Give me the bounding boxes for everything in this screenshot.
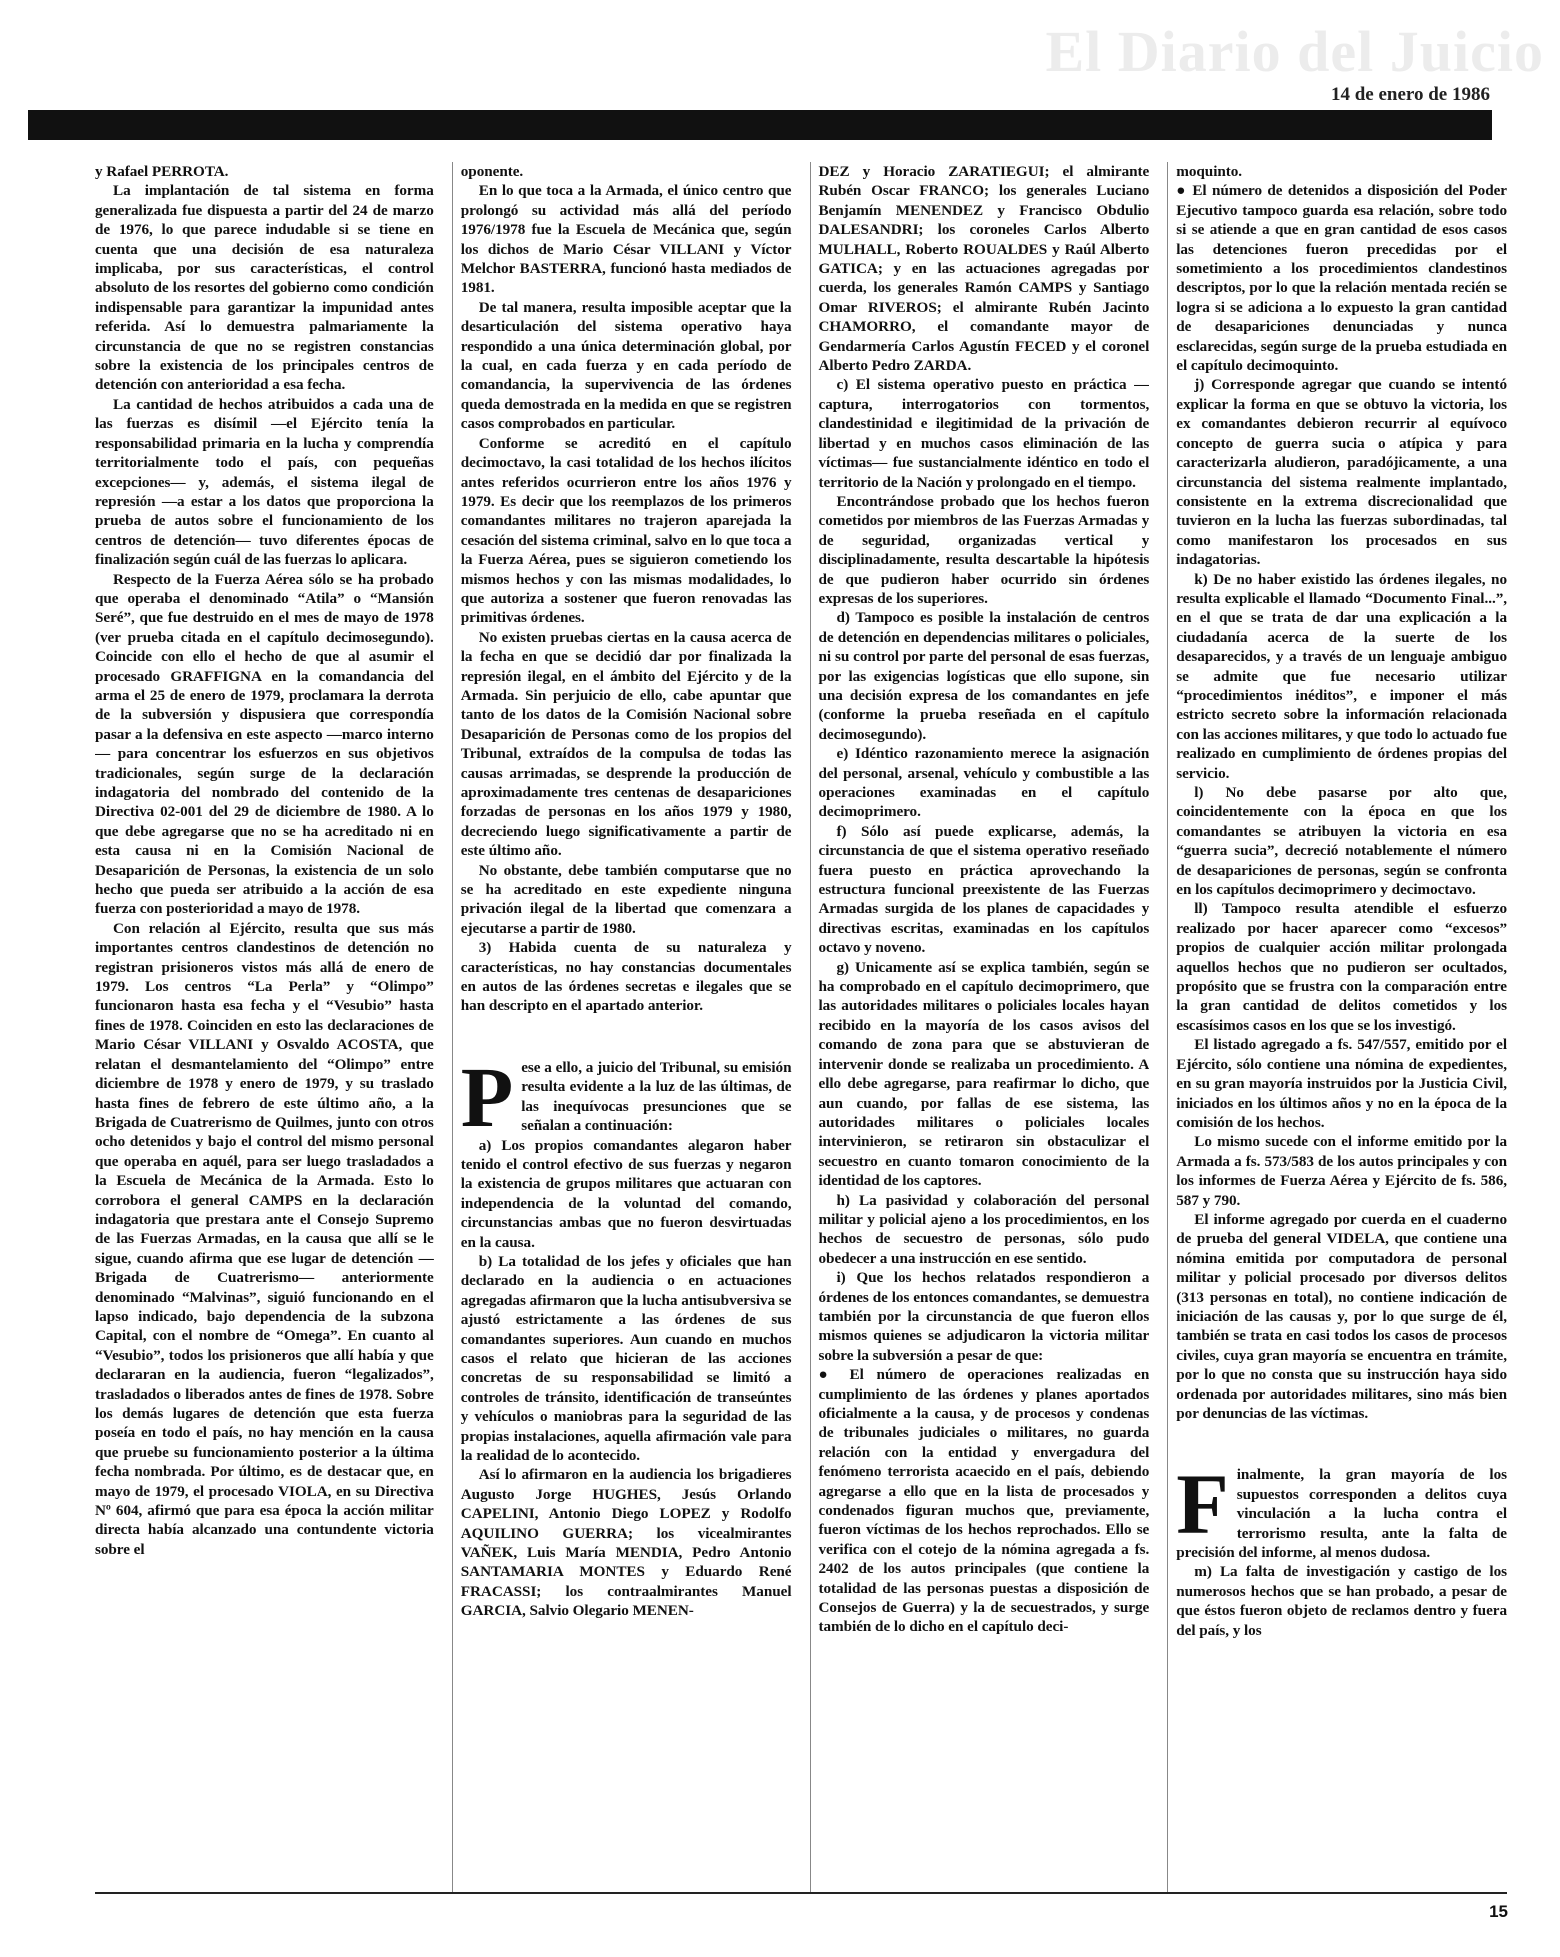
page-date: 14 de enero de 1986	[1330, 84, 1490, 105]
paragraph: Conforme se acreditó en el capítulo decimoctavo, la casi totalidad de los hechos ilícitos antes referidos ocurrieron entre los años 1976 y 1979. Es decir que los reemplazos de los primeros comandantes militares no trajeron aparejada la cesación del sistema criminal, salvo en lo que toca a la Fuerza Aérea, pues se siguieron cometiendo los mismos hechos y con las mismas modalidades, lo que autoriza a sostener que fueron renovadas las primitivas órdenes.	[460, 434, 792, 627]
paragraph: g) Unicamente así se explica también, según se ha comprobado en el capítulo decimoprimero, que las autoridades militares o policiales locales hayan recibido en la mayoría de los casos avisos del comando de zona para que se abstuvieran de intervenir donde se realizaba un procedimiento. A ello debe agregarse, para reafirmar lo dicho, que aun cuando, por fallas de ese sistema, las autoridades militares o policiales locales intervinieron, se retiraron sin obstaculizar el secuestro en cuanto tomaron conocimiento de la identidad de los captores.	[818, 958, 1150, 1190]
paragraph: d) Tampoco es posible la instalación de centros de detención en dependencias militares o policiales, ni su control por parte del personal de esas fuerzas, por las exigencias logísticas que ello supone, sin una decisión expresa de los comandantes en jefe (conforme la prueba reseñada en el capítulo decimosegundo).	[818, 609, 1150, 743]
paragraph: 3) Habida cuenta de su naturaleza y características, no hay constancias documentales en autos de las órdenes secretas e ilegales que se han descripto en el apartado anterior.	[460, 939, 792, 1015]
paragraph: No obstante, debe también computarse que no se ha acreditado en este expediente ninguna privación ilegal de la libertad que comenzara a ejecutarse a partir de 1980.	[460, 861, 792, 937]
paragraph: c) El sistema operativo puesto en práctica —captura, interrogatorios con tormentos, clandestinidad e ilegitimidad de la privación de libertad y en muchos casos eliminación de las víctimas— fue sustancialmente idéntico en todo el territorio de la Nación y prolongado en el tiempo.	[818, 376, 1150, 491]
paragraph: e) Idéntico razonamiento merece la asignación del personal, arsenal, vehículo y combustible a las operaciones examinadas en el capítulo decimoprimero.	[818, 745, 1150, 821]
paragraph: Encontrándose probado que los hechos fueron cometidos por miembros de las Fuerzas Armadas y de seguridad, organizadas vertical y disciplinadamente, resulta descartable la hipótesis de que pudieron haber ocurrido sin órdenes expresas de los superiores.	[818, 492, 1150, 607]
paragraph: b) La totalidad de los jefes y oficiales que han declarado en la audiencia o en actuaciones agregadas afirmaron que la lucha antisubversiva se ajustó estrictamente a las órdenes de sus comandantes superiores. Aun cuando en muchos casos el relato que hicieran de las acciones concretas de su responsabilidad se limitó a controles de tránsito, identificación de transeúntes y vehículos o maniobras para la seguridad de las propias instalaciones, aquella afirmación vale para la realidad de lo acontecido.	[460, 1252, 792, 1464]
paragraph: Respecto de la Fuerza Aérea sólo se ha probado que operaba el denominado “Atila” o “Mansión Seré”, que fue destruido en el mes de mayo de 1978 (ver prueba citada en el capítulo decimosegundo). Coincide con ello el hecho de que al asumir el procesado GRAFFIGNA en la comandancia del arma el 25 de enero de 1979, proclamara la derrota de la subversión y dispusiera que correspondía pasar a la defensiva en este aspecto —marco interno— para concentrar los esfuerzos en sus objetivos tradicionales, según surge de la declaración indagatoria del nombrado del contenido de la Directiva 02-001 del 29 de diciembre de 1980. A lo que debe agregarse que no se ha acreditado ni en esta causa ni en la Comisión Nacional de Desaparición de Personas, la existencia de un solo hecho que pueda ser atribuido a la acción de esa fuerza con posterioridad a mayo de 1978.	[95, 570, 434, 918]
paragraph: La cantidad de hechos atribuidos a cada una de las fuerzas es disímil —el Ejército tenía la responsabilidad primaria en la lucha y comprendía territorialmente todo el país, con pequeñas excepciones— y, además, el sistema ilegal de represión —a estar a los datos que proporciona la prueba de autos sobre el funcionamiento de los centros de detención— tuvo diferentes épocas de finalización según cuál de las fuerzas lo aplicara.	[95, 395, 434, 569]
paragraph: La implantación de tal sistema en forma generalizada fue dispuesta a partir del 24 de marzo de 1976, lo que parece indudable si se tiene en cuenta que una decisión de esa naturaleza implicaba, por sus características, el control absoluto de los resortes del gobierno como condición indispensable para garantizar la impunidad antes referida. Así lo demuestra palmariamente la circunstancia de que no se registren constancias sobre la existencia de los principales centros de detención con anterioridad a esa fecha.	[95, 182, 434, 394]
paragraph: DEZ y Horacio ZARATIEGUI; el almirante Rubén Oscar FRANCO; los generales Luciano Benjamín MENENDEZ y Francisco Obdulio DALESANDRI; los coroneles Carlos Alberto MULHALL, Roberto ROUALDES y Raúl Alberto GATICA; y en las actuaciones agregadas por cuerda, los generales Ramón CAMPS y Santiago Omar RIVEROS; el almirante Rubén Jacinto CHAMORRO, el comandante mayor de Gendarmería Carlos Agustín FECED y el coronel Alberto Pedro ZARDA.	[818, 163, 1150, 375]
paragraph: k) De no haber existido las órdenes ilegales, no resulta explicable el llamado “Documento Final...”, en el que se trata de dar una explicación a la ciudadanía acerca de la suerte de los desaparecidos, y a través de un lenguaje ambiguo se admite que fue necesario utilizar “procedimientos inéditos”, e imponer el más estricto secreto sobre la información relacionada con las acciones militares, y que todo lo actuado fue realizado en cumplimiento de órdenes propias del servicio.	[1176, 570, 1507, 782]
paragraph: El listado agregado a fs. 547/557, emitido por el Ejército, sólo contiene una nómina de expedientes, en su gran mayoría instruidos por la Justicia Civil, iniciados en los últimos años y no en la época de la comisión de los hechos.	[1176, 1036, 1507, 1131]
column-3	[810, 162, 1150, 1892]
column-1	[95, 162, 434, 1892]
column-4	[1167, 162, 1507, 1892]
page-number: 15	[1489, 1902, 1508, 1921]
paragraph: No existen pruebas ciertas en la causa acerca de la fecha en que se decidió dar por finalizada la represión ilegal, en el ámbito del Ejército y de la Armada. Sin perjuicio de ello, cabe apuntar que tanto de los datos de la Comisión Nacional sobre Desaparición de Personas como de los propios del Tribunal, extraídos de la compulsa de todas las causas arrimadas, se desprende la producción de aproximadamente tres centenas de desapariciones forzadas de personas en los años 1979 y 1980, decreciendo luego significativamente a partir de este último año.	[460, 628, 792, 860]
paragraph: Lo mismo sucede con el informe emitido por la Armada a fs. 573/583 de los autos principales y con los informes de Fuerza Aérea y Ejército de fs. 586, 587 y 790.	[1176, 1133, 1507, 1209]
section-lead-paragraph: Finalmente, la gran mayoría de los supuestos corresponden a delitos cuya vinculación a la lucha contra el terrorismo resulta, ante la falta de precisión del informe, al menos dudosa.	[1176, 1456, 1507, 1562]
masthead: El Diario del Juicio	[1045, 19, 1544, 84]
paragraph: oponente.	[460, 163, 524, 180]
drop-cap: F	[1176, 1456, 1229, 1553]
article-body	[95, 162, 1507, 1892]
paragraph: m) La falta de investigación y castigo de los numerosos hechos que se han probado, a pesar de que éstos fueron objeto de reclamos dentro y fuera del país, y los	[1176, 1563, 1507, 1639]
paragraph: l) No debe pasarse por alto que, coincidentemente con la época en que los comandantes se atribuyen la victoria en esa “guerra sucia”, decreció notablemente el número de desapariciones de personas, según se confronta en los capítulos decimoprimero y decimoctavo.	[1176, 784, 1507, 899]
paragraph: y Rafael PERROTA.	[95, 163, 229, 180]
section-lead-paragraph: Pese a ello, a juicio del Tribunal, su emisión resulta evidente a la luz de las últimas, de las inequívocas presunciones que se señalan a continuación:	[460, 1048, 792, 1145]
paragraph: El informe agregado por cuerda en el cuaderno de prueba del general VIDELA, que contiene una nómina emitida por computadora de personal militar y policial procesado por diversos delitos (313 personas en total), no contiene indicación de iniciación de las causas y, por lo que surge de él, también se trata en casi todos los casos de procesos civiles, cuya gran mayoría se encuentra en trámite, por lo que no consta que su instrucción haya sido ordenada por autoridades militares, sino más bien por denuncias de las víctimas.	[1176, 1210, 1507, 1422]
paragraph: ll) Tampoco resulta atendible el esfuerzo realizado por hacer aparecer como “excesos” propios de cualquier acción militar prolongada aquellos hechos que no pudieron ser ocultados, propósito que se frustra con la comparación entre la gran cantidad de delitos cometidos y los escasísimos casos en los que se los investigó.	[1176, 900, 1507, 1034]
drop-cap: P	[460, 1048, 514, 1145]
paragraph: j) Corresponde agregar que cuando se intentó explicar la forma en que se obtuvo la victoria, los ex comandantes debieron recurrir al equívoco concepto de guerra sucia o atípica y para caracterizarla aludieron, paradójicamente, a una circunstancia del sistema realmente implantado, consistente en la extrema discrecionalidad que tuvieron en la lucha las fuerzas subordinadas, tal como manifestaron los procesados en sus indagatorias.	[1176, 376, 1507, 569]
bullet-paragraph: ● El número de detenidos a disposición del Poder Ejecutivo tampoco guarda esa relación, sobre todo si se atiende a que en gran cantidad de esos casos las detenciones fueron precedidas por el sometimiento a los procedimientos clandestinos descriptos, por lo que la relación mentada recién se logra si se adiciona a lo expuesto la gran cantidad de desapariciones denunciadas y nunca esclarecidas, según surge de la prueba estudiada en el capítulo decimoquinto.	[1176, 182, 1507, 375]
paragraph: a) Los propios comandantes alegaron haber tenido el control efectivo de sus fuerzas y negaron la existencia de grupos militares que actuaran con independencia de la voluntad del comando, circunstancias ambas que no fueron desvirtuadas en la causa.	[460, 1136, 792, 1251]
column-2	[452, 162, 792, 1892]
paragraph: h) La pasividad y colaboración del personal militar y policial ajeno a los procedimientos, en los hechos de secuestro de personas, sólo pudo obedecer a una instrucción en ese sentido.	[818, 1191, 1150, 1267]
header-rule	[28, 110, 1492, 140]
paragraph: De tal manera, resulta imposible aceptar que la desarticulación del sistema operativo haya respondido a una única determinación global, por la cual, en cada fuerza y en cada período de comandancia, la supervivencia de las órdenes queda demostrada en la medida en que se registren casos comprobados en particular.	[460, 298, 792, 433]
bullet-paragraph: ● El número de operaciones realizadas en cumplimiento de las órdenes y planes aportados oficialmente a la causa, y de procesos y condenas de tribunales judiciales o militares, no guarda relación con la entidad y envergadura del fenómeno terrorista acaecido en el país, debiendo agregarse a ello que en la lista de procesados y condenados figuran muchos que, previamente, fueron víctimas de los hechos reprochados. Ello se verifica con el cotejo de la nómina agregada a fs. 2402 de los autos principales (que contiene la totalidad de las personas puestas a disposición de Consejos de Guerra) y la de secuestrados, y surge también de lo dicho en el capítulo deci-	[818, 1366, 1150, 1636]
footer-rule	[95, 1892, 1507, 1894]
paragraph: En lo que toca a la Armada, el único centro que prolongó su actividad más allá del período 1976/1978 fue la Escuela de Mecánica que, según los dichos de Mario César VILLANI y Víctor Melchor BASTERRA, funcionó hasta mediados de 1981.	[460, 182, 792, 297]
paragraph: Así lo afirmaron en la audiencia los brigadieres Augusto Jorge HUGHES, Jesús Orlando CAPELINI, Antonio Diego LOPEZ y Rodolfo AQUILINO GUERRA; los vicealmirantes VAÑEK, Luis María MENDIA, Pedro Antonio SANTAMARIA MONTES y Eduardo René FRACASSI; los contraalmirantes Manuel GARCIA, Salvio Olegario MENEN-	[460, 1466, 792, 1620]
paragraph: Con relación al Ejército, resulta que sus más importantes centros clandestinos de detención no registran prisioneros vistos más allá de enero de 1979. Los centros “La Perla” y “Olimpo” funcionaron hasta esa fecha y el “Vesubio” hasta fines de 1978. Coinciden en esto las declaraciones de Mario César VILLANI y Osvaldo ACOSTA, que relatan el desmantelamiento del “Olimpo” entre diciembre de 1978 y enero de 1979, y su traslado hasta fines de febrero de este último año, a la Brigada de Cuatrerismo de Quilmes, junto con otros ocho detenidos y bajo el control del mismo personal que operaba en aquél, para ser luego trasladados a la Escuela de Mecánica de la Armada. Esto lo corrobora el general CAMPS en la declaración indagatoria que prestara ante el Consejo Supremo de las Fuerzas Armadas, en la causa que allí se le sigue, cuando afirma que ese lugar de detención —Brigada de Cuatrerismo— anteriormente denominado “Malvinas”, siguió funcionando en el lapso indicado, bajo dependencia de la subzona Capital, con el nombre de “Omega”. En cuanto al “Vesubio”, todos los prisioneros que allí había y que declararan en la audiencia, fueron “legalizados”, trasladados o liberados antes de fines de 1978. Sobre los demás lugares de detención que esta fuerza poseía en todo el país, no hay mención en la causa que pruebe su funcionamiento posterior a la última fecha nombrada. Por último, es de destacar que, en mayo de 1979, el procesado VIOLA, en su Directiva Nº 604, afirmó que para esa época la acción militar directa había alcanzado una contundente victoria sobre el	[95, 919, 434, 1558]
paragraph: f) Sólo así puede explicarse, además, la circunstancia de que el sistema operativo reseñado fuera puesto en práctica aprovechando la estructura funcional preexistente de las Fuerzas Armadas surgida de los planes de capacidades y directivas escritas, examinadas en los capítulos octavo y noveno.	[818, 822, 1150, 957]
paragraph: i) Que los hechos relatados respondieron a órdenes de los entonces comandantes, se demuestra también por la circunstancia de que fueron ellos mismos quienes se adjudicaron la victoria militar sobre la subversión a pesar de que:	[818, 1269, 1150, 1364]
paragraph: moquinto.	[1176, 163, 1243, 180]
